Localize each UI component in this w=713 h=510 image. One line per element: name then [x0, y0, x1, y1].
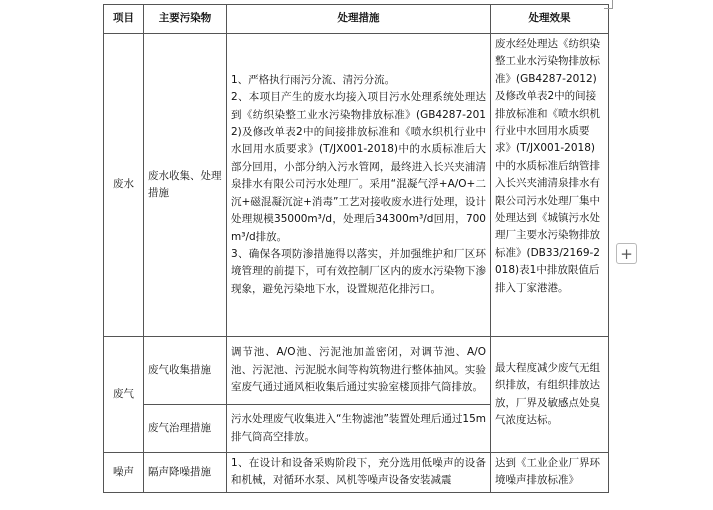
waste-gas-effect: 最大程度减少废气无组织排放，有组织排放达放，厂界及敏感点处臭气浓度达标。 — [491, 337, 609, 453]
table-row-wastewater — [104, 34, 609, 337]
pollution-measures-table — [103, 4, 609, 493]
table-row-waste-gas-collection — [104, 337, 609, 405]
noise-pollutant: 隔声降噪措施 — [144, 453, 227, 493]
table-header-row — [104, 5, 609, 34]
wastewater-measure-3: 3、确保各项防渗措施得以落实，并加强维护和厂区环境管理的前提下，可有效控制厂区内的废水污染物下渗现象，避免污染地下水，设置规范化排污口。 — [231, 247, 486, 295]
header-item: 项目 — [104, 5, 144, 34]
wastewater-measure-2: 2、本项目产生的废水均接入项目污水处理系统处理达到《纺织染整工业水污染物排放标准》(GB4287-2012)及修改单表2中的间接排放标准和《喷水织机行业中水回用水质要求》(T/JX001-2018)中的水质标准后大部分回用，小部分纳入污水管网，最终进入长兴夹浦清泉排水有限公司污水处理厂。采用“混凝气浮+A/O+二沉+磁混凝沉淀+消毒”工艺对接收废水进行处理，设计处理规模35000m³/d，处理后34300m³/d回用，700m³/d排放。 — [231, 91, 486, 243]
waste-gas-treatment-measure: 污水处理废气收集进入“生物滤池”装置处理后通过15m排气筒高空排放。 — [227, 405, 491, 453]
wastewater-pollutant: 废水收集、处理措施 — [144, 34, 227, 337]
waste-gas-collection-label: 废气收集措施 — [144, 337, 227, 405]
waste-gas-treatment-label: 废气治理措施 — [144, 405, 227, 453]
wastewater-measures — [227, 34, 491, 337]
header-pollutant: 主要污染物 — [144, 5, 227, 34]
noise-effect: 达到《工业企业厂界环境噪声排放标准》 — [491, 453, 609, 493]
noise-measure: 1、在设计和设备采购阶段下，充分选用低噪声的设备和机械，对循环水泵、风机等噪声设备安装减震 — [227, 453, 491, 493]
fold-corner-mark — [604, 0, 613, 9]
add-row-button[interactable] — [616, 243, 637, 264]
waste-gas-collection-measure: 调节池、A/O池、污泥池加盖密闭，对调节池、A/O池、污泥池、污泥脱水间等构筑物进行整体抽风。实验室废气通过通风柜收集后通过实验室楼顶排气筒排放。 — [227, 337, 491, 405]
waste-gas-item: 废气 — [104, 337, 144, 453]
wastewater-item: 废水 — [104, 34, 144, 337]
table-row-noise — [104, 453, 609, 493]
noise-item: 噪声 — [104, 453, 144, 493]
plus-icon: + — [620, 244, 633, 263]
wastewater-effect: 废水经处理达《纺织染整工业水污染物排放标准》(GB4287-2012)及修改单表2中的间接排放标准和《喷水织机行业中水回用水质要求》(T/JX001-2018)中的水质标准后纳管排入长兴夹浦清泉排水有限公司污水处理厂集中处理达到《城镇污水处理厂主要水污染物排放标准》(DB33/2169-2018)表1中排放限值后排入丁家港港。 — [491, 34, 609, 337]
header-measures: 处理措施 — [227, 5, 491, 34]
wastewater-measure-1: 1、严格执行雨污分流、清污分流。 — [231, 73, 396, 86]
header-effect: 处理效果 — [491, 5, 609, 34]
